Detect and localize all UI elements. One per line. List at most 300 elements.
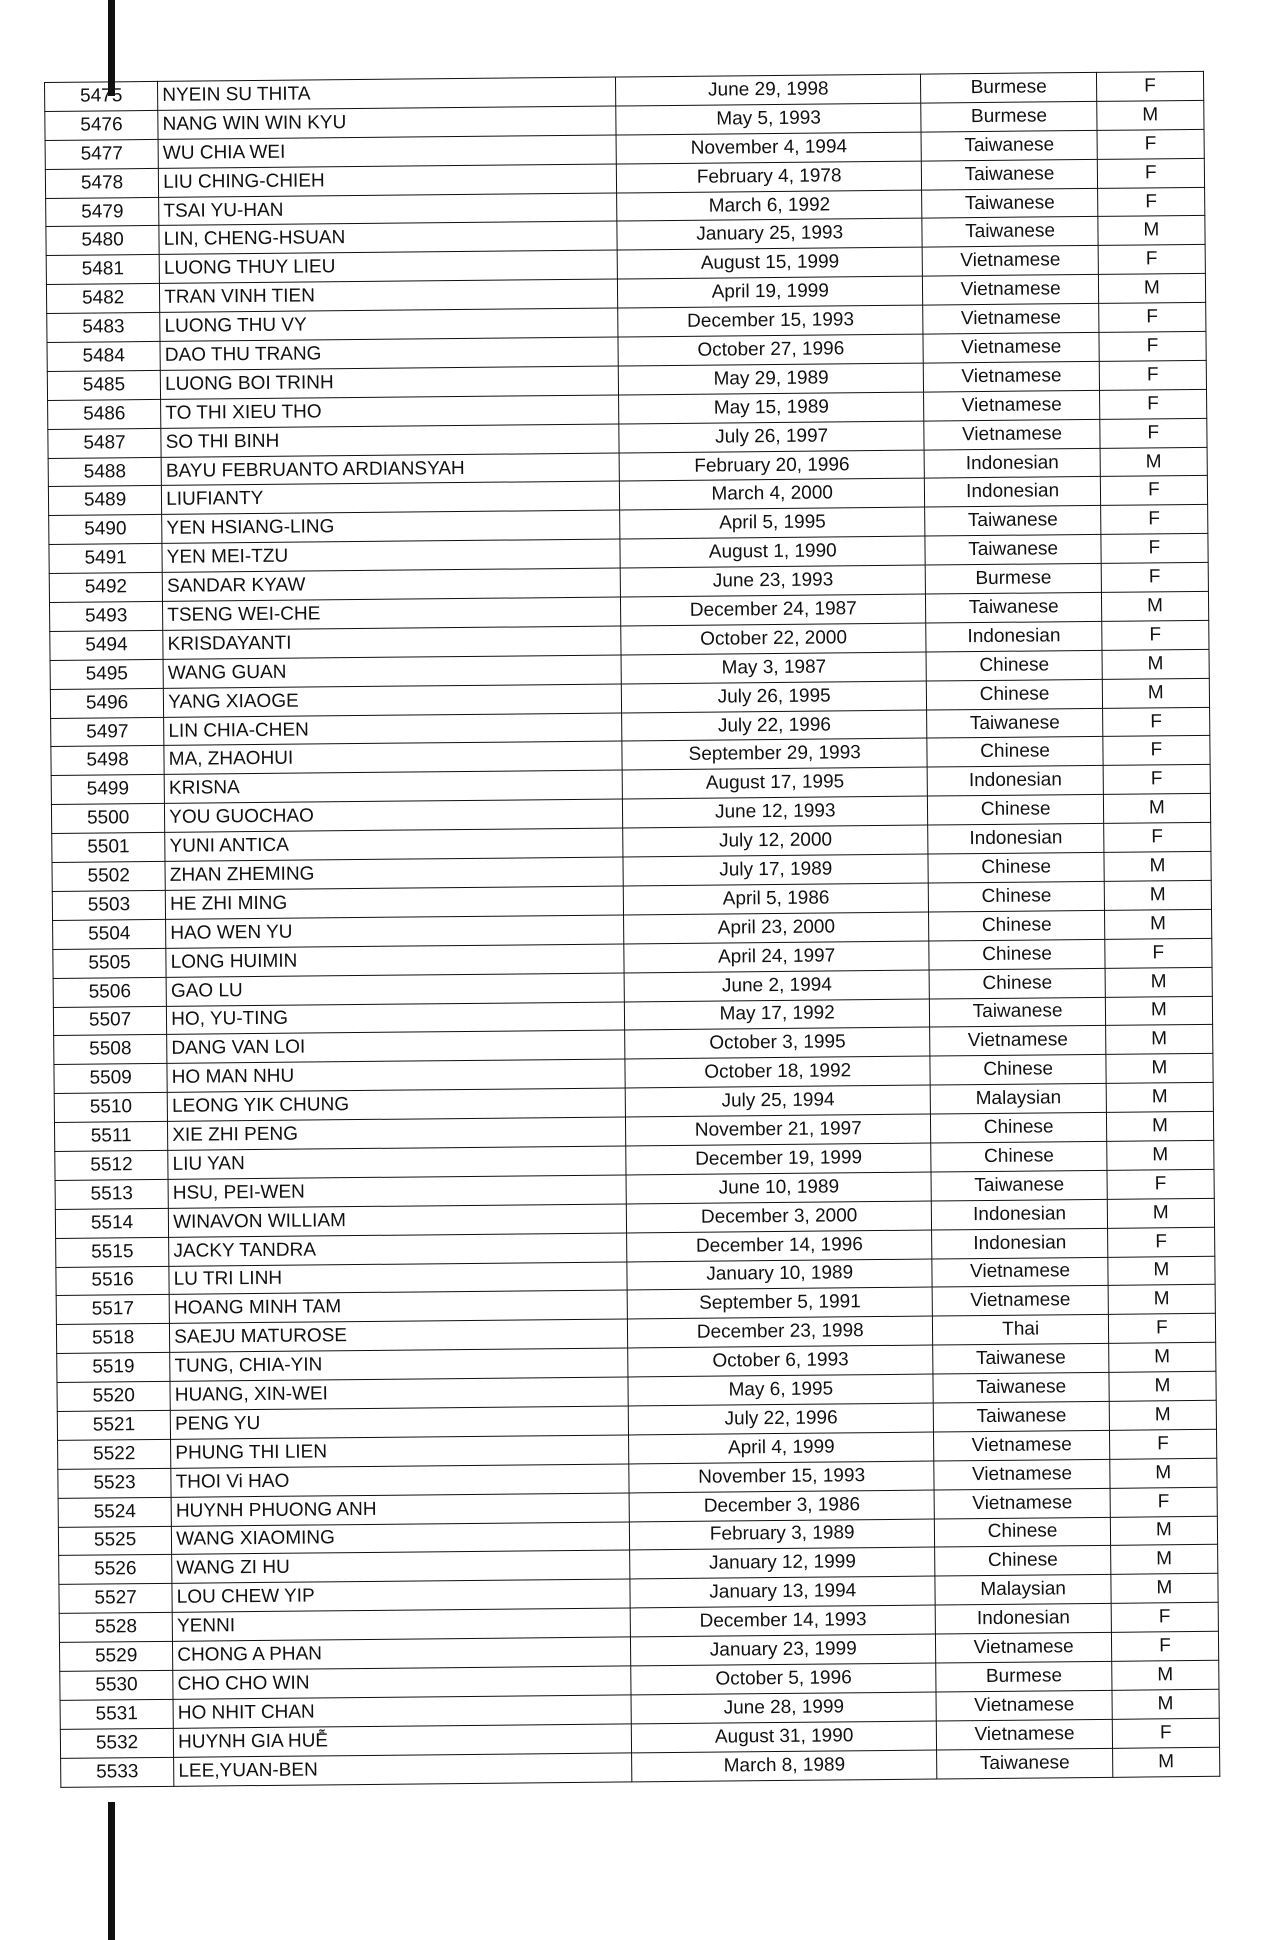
cell-number: 5510 bbox=[54, 1093, 167, 1123]
cell-name: TSENG WEI-CHE bbox=[163, 597, 621, 630]
cell-number: 5491 bbox=[49, 544, 162, 574]
cell-nationality: Vietnamese bbox=[932, 1257, 1108, 1288]
cell-number: 5517 bbox=[56, 1295, 169, 1325]
cell-nationality: Taiwanese bbox=[922, 159, 1098, 190]
cell-sex: M bbox=[1111, 1574, 1218, 1604]
cell-sex: M bbox=[1105, 967, 1212, 997]
cell-name: LU TRI LINH bbox=[169, 1261, 627, 1294]
cell-name: KRISNA bbox=[164, 770, 622, 803]
cell-nationality: Chinese bbox=[926, 650, 1102, 681]
cell-number: 5485 bbox=[47, 370, 160, 400]
cell-sex: M bbox=[1103, 794, 1210, 824]
cell-nationality: Taiwanese bbox=[926, 592, 1102, 623]
cell-name: DAO THU TRANG bbox=[160, 337, 618, 370]
cell-number: 5494 bbox=[50, 630, 163, 660]
cell-nationality: Chinese bbox=[929, 910, 1105, 941]
cell-number: 5487 bbox=[48, 428, 161, 458]
cell-number: 5509 bbox=[54, 1064, 167, 1094]
cell-sex: M bbox=[1102, 649, 1209, 679]
cell-sex: F bbox=[1097, 187, 1204, 217]
cell-birth-date: May 15, 1989 bbox=[618, 392, 924, 424]
cell-sex: F bbox=[1102, 620, 1209, 650]
cell-sex: M bbox=[1109, 1371, 1216, 1401]
cell-sex: M bbox=[1097, 100, 1204, 130]
cell-birth-date: September 5, 1991 bbox=[627, 1287, 933, 1319]
cell-sex: M bbox=[1110, 1545, 1217, 1575]
cell-name: YUNI ANTICA bbox=[165, 828, 623, 861]
cell-sex: F bbox=[1109, 1429, 1216, 1459]
cell-name: HO MAN NHU bbox=[167, 1059, 625, 1092]
cell-birth-date: May 5, 1993 bbox=[616, 103, 922, 135]
cell-nationality: Vietnamese bbox=[936, 1632, 1112, 1663]
cell-birth-date: May 29, 1989 bbox=[618, 363, 924, 395]
cell-birth-date: October 22, 2000 bbox=[621, 623, 927, 655]
cell-number: 5498 bbox=[51, 746, 164, 776]
cell-birth-date: November 15, 1993 bbox=[629, 1461, 935, 1493]
cell-birth-date: June 2, 1994 bbox=[624, 970, 930, 1002]
cell-number: 5497 bbox=[51, 717, 164, 747]
cell-number: 5526 bbox=[59, 1555, 172, 1585]
cell-birth-date: July 22, 1996 bbox=[628, 1403, 934, 1435]
cell-sex: M bbox=[1107, 1198, 1214, 1228]
cell-name: WANG XIAOMING bbox=[172, 1521, 630, 1554]
cell-birth-date: July 26, 1995 bbox=[621, 681, 927, 713]
cell-nationality: Chinese bbox=[935, 1517, 1111, 1548]
cell-sex: M bbox=[1102, 678, 1209, 708]
cell-sex: F bbox=[1097, 129, 1204, 159]
cell-sex: F bbox=[1096, 71, 1203, 101]
cell-birth-date: August 15, 1999 bbox=[617, 247, 923, 279]
cell-number: 5524 bbox=[58, 1497, 171, 1527]
cell-birth-date: July 17, 1989 bbox=[623, 854, 929, 886]
cell-name: LUONG THUY LIEU bbox=[159, 250, 617, 283]
cell-number: 5490 bbox=[49, 515, 162, 545]
cell-number: 5525 bbox=[58, 1526, 171, 1556]
cell-birth-date: May 3, 1987 bbox=[621, 652, 927, 684]
cell-nationality: Burmese bbox=[926, 564, 1102, 595]
cell-nationality: Malaysian bbox=[935, 1575, 1111, 1606]
cell-sex: M bbox=[1098, 216, 1205, 246]
cell-name: TUNG, CHIA-YIN bbox=[170, 1348, 628, 1381]
cell-nationality: Taiwanese bbox=[922, 188, 1098, 219]
cell-sex: M bbox=[1112, 1689, 1219, 1719]
cell-number: 5475 bbox=[45, 81, 158, 111]
cell-number: 5521 bbox=[57, 1410, 170, 1440]
cell-name: HUANG, XIN-WEI bbox=[170, 1377, 628, 1410]
cell-nationality: Chinese bbox=[930, 1055, 1106, 1086]
cell-sex: F bbox=[1098, 245, 1205, 275]
cell-number: 5493 bbox=[49, 601, 162, 631]
cell-birth-date: April 23, 2000 bbox=[623, 912, 929, 944]
cell-number: 5476 bbox=[45, 110, 158, 140]
cell-birth-date: April 5, 1995 bbox=[620, 507, 926, 539]
cell-number: 5511 bbox=[54, 1121, 167, 1151]
cell-nationality: Taiwanese bbox=[930, 997, 1106, 1028]
cell-birth-date: December 14, 1996 bbox=[627, 1230, 933, 1262]
cell-nationality: Chinese bbox=[927, 737, 1103, 768]
cell-nationality: Taiwanese bbox=[931, 1170, 1107, 1201]
cell-sex: F bbox=[1103, 822, 1210, 852]
cell-nationality: Indonesian bbox=[932, 1199, 1108, 1230]
cell-sex: F bbox=[1103, 765, 1210, 795]
cell-nationality: Taiwanese bbox=[927, 708, 1103, 739]
cell-nationality: Taiwanese bbox=[933, 1372, 1109, 1403]
cell-number: 5483 bbox=[47, 313, 160, 343]
cell-nationality: Burmese bbox=[921, 72, 1097, 103]
cell-number: 5506 bbox=[53, 977, 166, 1007]
cell-number: 5480 bbox=[46, 226, 159, 256]
cell-name: CHO CHO WIN bbox=[173, 1666, 631, 1699]
cell-sex: F bbox=[1105, 938, 1212, 968]
cell-number: 5495 bbox=[50, 659, 163, 689]
cell-name: LONG HUIMIN bbox=[166, 944, 624, 977]
cell-birth-date: November 4, 1994 bbox=[616, 132, 922, 164]
cell-nationality: Indonesian bbox=[932, 1228, 1108, 1259]
cell-birth-date: June 29, 1998 bbox=[615, 74, 921, 106]
cell-name: WANG GUAN bbox=[163, 655, 621, 688]
cell-nationality: Indonesian bbox=[925, 448, 1101, 479]
cell-sex: M bbox=[1104, 851, 1211, 881]
cell-sex: M bbox=[1106, 1082, 1213, 1112]
cell-nationality: Thai bbox=[933, 1315, 1109, 1346]
cell-name: WU CHIA WEI bbox=[158, 135, 616, 168]
cell-name: PHUNG THI LIEN bbox=[171, 1435, 629, 1468]
cell-number: 5514 bbox=[55, 1208, 168, 1238]
cell-nationality: Taiwanese bbox=[922, 217, 1098, 248]
cell-name: LIN, CHENG-HSUAN bbox=[159, 221, 617, 254]
cell-nationality: Chinese bbox=[929, 939, 1105, 970]
cell-name: XIE ZHI PENG bbox=[168, 1117, 626, 1150]
cell-birth-date: April 5, 1986 bbox=[623, 883, 929, 915]
cell-nationality: Indonesian bbox=[936, 1604, 1112, 1635]
cell-number: 5508 bbox=[54, 1035, 167, 1065]
watermark-logo bbox=[900, 1830, 1270, 1940]
cell-number: 5531 bbox=[60, 1699, 173, 1729]
cell-sex: M bbox=[1110, 1516, 1217, 1546]
cell-name: MA, ZHAOHUI bbox=[164, 741, 622, 774]
cell-name: YENNI bbox=[172, 1608, 630, 1641]
cell-number: 5477 bbox=[45, 139, 158, 169]
cell-birth-date: December 19, 1999 bbox=[626, 1143, 932, 1175]
cell-birth-date: September 29, 1993 bbox=[622, 739, 928, 771]
cell-number: 5518 bbox=[56, 1324, 169, 1354]
cell-name: JACKY TANDRA bbox=[169, 1233, 627, 1266]
cell-sex: M bbox=[1108, 1285, 1215, 1315]
cell-sex: F bbox=[1111, 1631, 1218, 1661]
cell-birth-date: November 21, 1997 bbox=[625, 1114, 931, 1146]
cell-sex: M bbox=[1101, 591, 1208, 621]
roster-table-body bbox=[45, 71, 1220, 1787]
cell-number: 5519 bbox=[57, 1353, 170, 1383]
cell-sex: F bbox=[1099, 389, 1206, 419]
cell-birth-date: March 6, 1992 bbox=[617, 190, 923, 222]
cell-name: NANG WIN WIN KYU bbox=[158, 106, 616, 139]
cell-name: TSAI YU-HAN bbox=[159, 193, 617, 226]
cell-nationality: Vietnamese bbox=[923, 275, 1099, 306]
cell-birth-date: October 5, 1996 bbox=[631, 1663, 937, 1695]
cell-number: 5523 bbox=[58, 1468, 171, 1498]
cell-number: 5496 bbox=[50, 688, 163, 718]
scan-edge-bar-bottom bbox=[108, 1802, 115, 1940]
cell-nationality: Burmese bbox=[921, 101, 1097, 132]
cell-birth-date: December 15, 1993 bbox=[618, 305, 924, 337]
cell-number: 5486 bbox=[48, 399, 161, 429]
cell-name: HE ZHI MING bbox=[165, 886, 623, 919]
cell-name: HO, YU-TING bbox=[167, 1001, 625, 1034]
cell-number: 5527 bbox=[59, 1584, 172, 1614]
cell-birth-date: April 19, 1999 bbox=[617, 276, 923, 308]
cell-name: CHONG A PHAN bbox=[173, 1637, 631, 1670]
cell-birth-date: December 14, 1993 bbox=[630, 1605, 936, 1637]
cell-birth-date: August 31, 1990 bbox=[631, 1721, 937, 1753]
cell-birth-date: December 24, 1987 bbox=[620, 594, 926, 626]
cell-birth-date: January 13, 1994 bbox=[630, 1576, 936, 1608]
cell-nationality: Chinese bbox=[931, 1141, 1107, 1172]
cell-birth-date: June 28, 1999 bbox=[631, 1692, 937, 1724]
cell-sex: M bbox=[1109, 1400, 1216, 1430]
cell-birth-date: February 4, 1978 bbox=[616, 161, 922, 193]
cell-name: TRAN VINH TIEN bbox=[160, 279, 618, 312]
cell-nationality: Indonesian bbox=[926, 621, 1102, 652]
cell-nationality: Malaysian bbox=[931, 1084, 1107, 1115]
cell-nationality: Taiwanese bbox=[933, 1344, 1109, 1375]
cell-birth-date: June 10, 1989 bbox=[626, 1172, 932, 1204]
cell-birth-date: December 3, 1986 bbox=[629, 1490, 935, 1522]
cell-birth-date: July 25, 1994 bbox=[625, 1085, 931, 1117]
cell-nationality: Chinese bbox=[927, 679, 1103, 710]
cell-birth-date: August 1, 1990 bbox=[620, 536, 926, 568]
cell-name: LUONG BOI TRINH bbox=[160, 366, 618, 399]
cell-birth-date: January 25, 1993 bbox=[617, 219, 923, 251]
cell-nationality: Taiwanese bbox=[925, 535, 1101, 566]
roster-table bbox=[44, 71, 1220, 1788]
cell-sex: M bbox=[1104, 909, 1211, 939]
cell-name: TO THI XIEU THO bbox=[161, 395, 619, 428]
cell-birth-date: January 10, 1989 bbox=[627, 1259, 933, 1291]
cell-name: HUYNH GIA HUỄ bbox=[173, 1724, 631, 1757]
cell-sex: M bbox=[1106, 1140, 1213, 1170]
cell-nationality: Vietnamese bbox=[923, 246, 1099, 277]
cell-name: LIU CHING-CHIEH bbox=[159, 164, 617, 197]
cell-sex: M bbox=[1112, 1747, 1219, 1777]
cell-birth-date: June 12, 1993 bbox=[622, 796, 928, 828]
cell-name: WANG ZI HU bbox=[172, 1550, 630, 1583]
cell-sex: F bbox=[1102, 707, 1209, 737]
cell-nationality: Chinese bbox=[928, 795, 1104, 826]
cell-sex: M bbox=[1105, 1025, 1212, 1055]
cell-nationality: Vietnamese bbox=[923, 332, 1099, 363]
cell-name: SO THI BINH bbox=[161, 424, 619, 457]
cell-number: 5528 bbox=[59, 1613, 172, 1643]
cell-sex: F bbox=[1097, 158, 1204, 188]
cell-sex: M bbox=[1106, 1111, 1213, 1141]
cell-number: 5507 bbox=[53, 1006, 166, 1036]
cell-sex: M bbox=[1108, 1256, 1215, 1286]
cell-number: 5502 bbox=[52, 861, 165, 891]
cell-number: 5478 bbox=[45, 168, 158, 198]
cell-name: LIU YAN bbox=[168, 1146, 626, 1179]
cell-birth-date: March 4, 2000 bbox=[619, 479, 925, 511]
cell-nationality: Taiwanese bbox=[937, 1748, 1113, 1779]
cell-sex: F bbox=[1099, 331, 1206, 361]
cell-birth-date: March 8, 1989 bbox=[632, 1750, 938, 1782]
cell-number: 5533 bbox=[61, 1757, 174, 1787]
cell-name: PENG YU bbox=[170, 1406, 628, 1439]
cell-sex: F bbox=[1100, 505, 1207, 535]
cell-name: WINAVON WILLIAM bbox=[169, 1204, 627, 1237]
cell-sex: F bbox=[1108, 1314, 1215, 1344]
cell-nationality: Taiwanese bbox=[922, 130, 1098, 161]
cell-name: KRISDAYANTI bbox=[163, 626, 621, 659]
cell-nationality: Chinese bbox=[931, 1112, 1107, 1143]
cell-nationality: Indonesian bbox=[925, 477, 1101, 508]
cell-number: 5512 bbox=[55, 1150, 168, 1180]
cell-name: HO NHIT CHAN bbox=[173, 1695, 631, 1728]
cell-nationality: Chinese bbox=[929, 881, 1105, 912]
cell-name: HUYNH PHUONG ANH bbox=[171, 1493, 629, 1526]
cell-nationality: Chinese bbox=[935, 1546, 1111, 1577]
cell-birth-date: July 22, 1996 bbox=[622, 710, 928, 742]
cell-nationality: Taiwanese bbox=[934, 1401, 1110, 1432]
cell-sex: F bbox=[1101, 562, 1208, 592]
cell-nationality: Vietnamese bbox=[934, 1459, 1110, 1490]
cell-number: 5532 bbox=[60, 1728, 173, 1758]
cell-nationality: Taiwanese bbox=[925, 506, 1101, 537]
cell-sex: F bbox=[1101, 534, 1208, 564]
cell-birth-date: October 6, 1993 bbox=[628, 1345, 934, 1377]
cell-nationality: Vietnamese bbox=[933, 1286, 1109, 1317]
cell-number: 5482 bbox=[46, 284, 159, 314]
cell-number: 5503 bbox=[52, 890, 165, 920]
cell-nationality: Vietnamese bbox=[924, 390, 1100, 421]
cell-birth-date: October 27, 1996 bbox=[618, 334, 924, 366]
cell-number: 5489 bbox=[48, 486, 161, 516]
cell-birth-date: August 17, 1995 bbox=[622, 767, 928, 799]
cell-number: 5499 bbox=[51, 775, 164, 805]
cell-name: LIN CHIA-CHEN bbox=[164, 713, 622, 746]
cell-sex: F bbox=[1110, 1487, 1217, 1517]
cell-name: LEONG YIK CHUNG bbox=[167, 1088, 625, 1121]
cell-birth-date: February 20, 1996 bbox=[619, 450, 925, 482]
cell-name: YOU GUOCHAO bbox=[165, 799, 623, 832]
cell-name: GAO LU bbox=[166, 973, 624, 1006]
cell-nationality: Chinese bbox=[928, 852, 1104, 883]
cell-sex: M bbox=[1100, 447, 1207, 477]
cell-birth-date: February 3, 1989 bbox=[629, 1519, 935, 1551]
cell-birth-date: May 17, 1992 bbox=[624, 999, 930, 1031]
cell-name: DANG VAN LOI bbox=[167, 1030, 625, 1063]
cell-nationality: Vietnamese bbox=[924, 419, 1100, 450]
cell-nationality: Indonesian bbox=[928, 766, 1104, 797]
cell-nationality: Vietnamese bbox=[930, 1026, 1106, 1057]
cell-birth-date: May 6, 1995 bbox=[628, 1374, 934, 1406]
cell-sex: M bbox=[1110, 1458, 1217, 1488]
cell-sex: F bbox=[1098, 302, 1205, 332]
cell-birth-date: October 3, 1995 bbox=[625, 1027, 931, 1059]
cell-nationality: Vietnamese bbox=[937, 1719, 1113, 1750]
cell-name: SAEJU MATUROSE bbox=[170, 1319, 628, 1352]
cell-number: 5520 bbox=[57, 1381, 170, 1411]
cell-name: BAYU FEBRUANTO ARDIANSYAH bbox=[161, 453, 619, 486]
cell-number: 5504 bbox=[53, 919, 166, 949]
cell-nationality: Vietnamese bbox=[934, 1430, 1110, 1461]
cell-birth-date: December 23, 1998 bbox=[627, 1316, 933, 1348]
cell-sex: F bbox=[1112, 1718, 1219, 1748]
cell-number: 5515 bbox=[56, 1237, 169, 1267]
cell-number: 5530 bbox=[60, 1670, 173, 1700]
cell-sex: M bbox=[1106, 1054, 1213, 1084]
roster-sheet bbox=[44, 71, 1220, 1794]
cell-name: YANG XIAOGE bbox=[164, 684, 622, 717]
cell-number: 5522 bbox=[58, 1439, 171, 1469]
cell-name: NYEIN SU THITA bbox=[158, 77, 616, 110]
cell-nationality: Chinese bbox=[930, 968, 1106, 999]
cell-name: THOI Vi HAO bbox=[171, 1464, 629, 1497]
cell-nationality: Vietnamese bbox=[935, 1488, 1111, 1519]
cell-name: SANDAR KYAW bbox=[162, 568, 620, 601]
cell-name: LOU CHEW YIP bbox=[172, 1579, 630, 1612]
cell-sex: F bbox=[1107, 1227, 1214, 1257]
cell-name: HAO WEN YU bbox=[166, 915, 624, 948]
cell-nationality: Vietnamese bbox=[936, 1690, 1112, 1721]
cell-birth-date: January 12, 1999 bbox=[630, 1547, 936, 1579]
cell-number: 5492 bbox=[49, 573, 162, 603]
cell-number: 5516 bbox=[56, 1266, 169, 1296]
cell-name: HSU, PEI-WEN bbox=[168, 1175, 626, 1208]
cell-sex: F bbox=[1100, 418, 1207, 448]
cell-birth-date: July 12, 2000 bbox=[623, 825, 929, 857]
cell-name: YEN HSIANG-LING bbox=[162, 510, 620, 543]
cell-number: 5505 bbox=[53, 948, 166, 978]
cell-number: 5529 bbox=[59, 1641, 172, 1671]
cell-sex: M bbox=[1108, 1342, 1215, 1372]
cell-nationality: Burmese bbox=[936, 1661, 1112, 1692]
cell-sex: M bbox=[1104, 880, 1211, 910]
cell-number: 5488 bbox=[48, 457, 161, 487]
cell-sex: F bbox=[1103, 736, 1210, 766]
cell-number: 5513 bbox=[55, 1179, 168, 1209]
cell-birth-date: April 4, 1999 bbox=[628, 1432, 934, 1464]
cell-number: 5500 bbox=[51, 804, 164, 834]
cell-birth-date: October 18, 1992 bbox=[625, 1056, 931, 1088]
cell-name: LEE,YUAN-BEN bbox=[174, 1753, 632, 1786]
cell-nationality: Vietnamese bbox=[924, 361, 1100, 392]
cell-sex: M bbox=[1111, 1660, 1218, 1690]
cell-birth-date: April 24, 1997 bbox=[624, 941, 930, 973]
cell-number: 5484 bbox=[47, 341, 160, 371]
cell-birth-date: January 23, 1999 bbox=[630, 1634, 936, 1666]
cell-sex: F bbox=[1100, 476, 1207, 506]
cell-number: 5479 bbox=[46, 197, 159, 227]
cell-name: LUONG THU VY bbox=[160, 308, 618, 341]
cell-name: LIUFIANTY bbox=[162, 481, 620, 514]
cell-name: HOANG MINH TAM bbox=[169, 1290, 627, 1323]
cell-sex: M bbox=[1098, 274, 1205, 304]
cell-sex: F bbox=[1107, 1169, 1214, 1199]
cell-number: 5481 bbox=[46, 255, 159, 285]
cell-birth-date: June 23, 1993 bbox=[620, 565, 926, 597]
cell-nationality: Indonesian bbox=[928, 824, 1104, 855]
cell-sex: M bbox=[1105, 996, 1212, 1026]
cell-birth-date: July 26, 1997 bbox=[619, 421, 925, 453]
cell-name: ZHAN ZHEMING bbox=[165, 857, 623, 890]
cell-name: YEN MEI-TZU bbox=[162, 539, 620, 572]
cell-birth-date: December 3, 2000 bbox=[626, 1201, 932, 1233]
cell-number: 5501 bbox=[52, 833, 165, 863]
cell-sex: F bbox=[1099, 360, 1206, 390]
cell-sex: F bbox=[1111, 1603, 1218, 1633]
cell-nationality: Vietnamese bbox=[923, 304, 1099, 335]
